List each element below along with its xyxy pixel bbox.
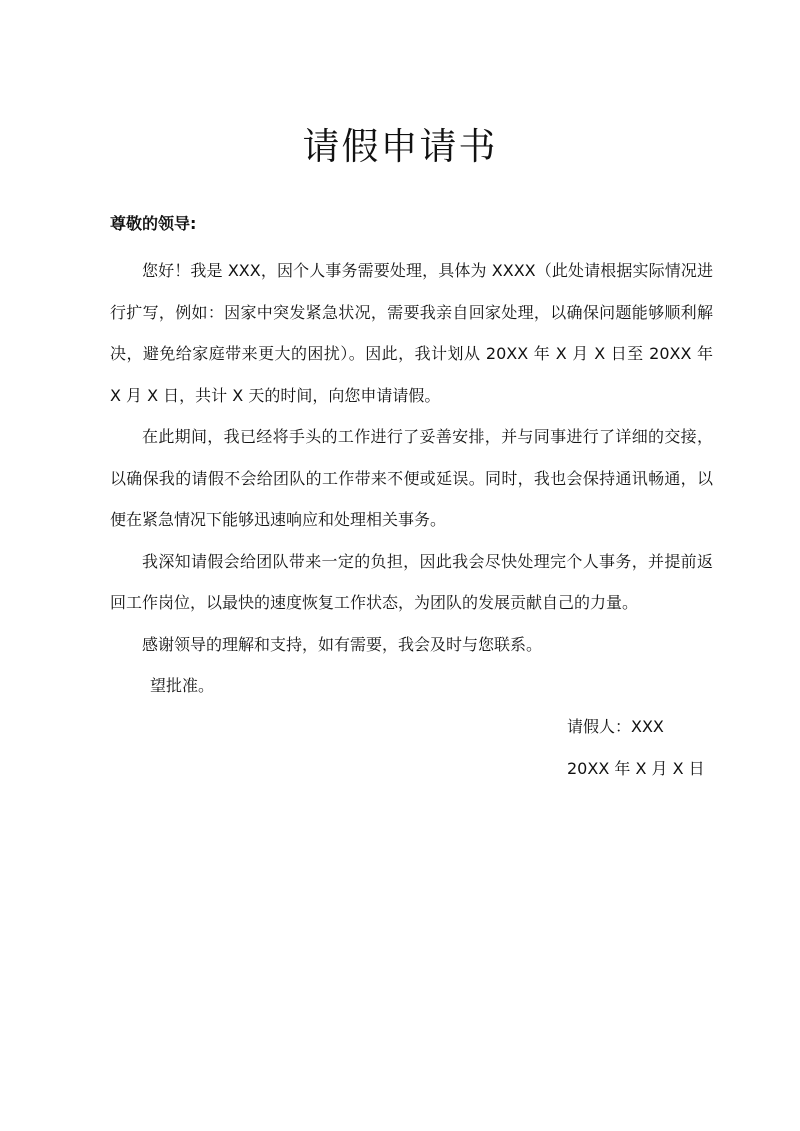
letter-body — [110, 250, 713, 707]
paragraph-thanks: 感谢领导的理解和支持，如有需要，我会及时与您联系。 — [142, 634, 543, 654]
paragraph-request: 您好！我是 XXX，因个人事务需要处理，具体为 XXXX（此处请根据实际情况进行扩写，例如：因家中突发紧急状况，需要我亲自回家处理，以确保问题能够顺利解决，避免给家庭带来更大的困扰）。因此，我计划从 20XX 年 X 月 X 日至 20XX 年 X 月 X 日，共计 X 天的时间，向您申请请假。 — [110, 261, 713, 405]
salutation: 尊敬的领导: — [110, 214, 197, 233]
signature-block — [567, 706, 705, 789]
applicant-name: 请假人：XXX — [567, 717, 664, 736]
paragraph-handover: 在此期间，我已经将手头的工作进行了妥善安排，并与同事进行了详细的交接，以确保我的请假不会给团队的工作带来不便或延误。同时，我也会保持通讯畅通，以便在紧急情况下能够迅速响应和处理相关事务。 — [110, 427, 713, 529]
paragraph-commitment: 我深知请假会给团队带来一定的负担，因此我会尽快处理完个人事务，并提前返回工作岗位，以最快的速度恢复工作状态，为团队的发展贡献自己的力量。 — [110, 551, 713, 612]
closing-line: 望批准。 — [150, 676, 215, 695]
document-title: 请假申请书 — [302, 125, 498, 168]
signature-date: 20XX 年 X 月 X 日 — [567, 758, 705, 778]
